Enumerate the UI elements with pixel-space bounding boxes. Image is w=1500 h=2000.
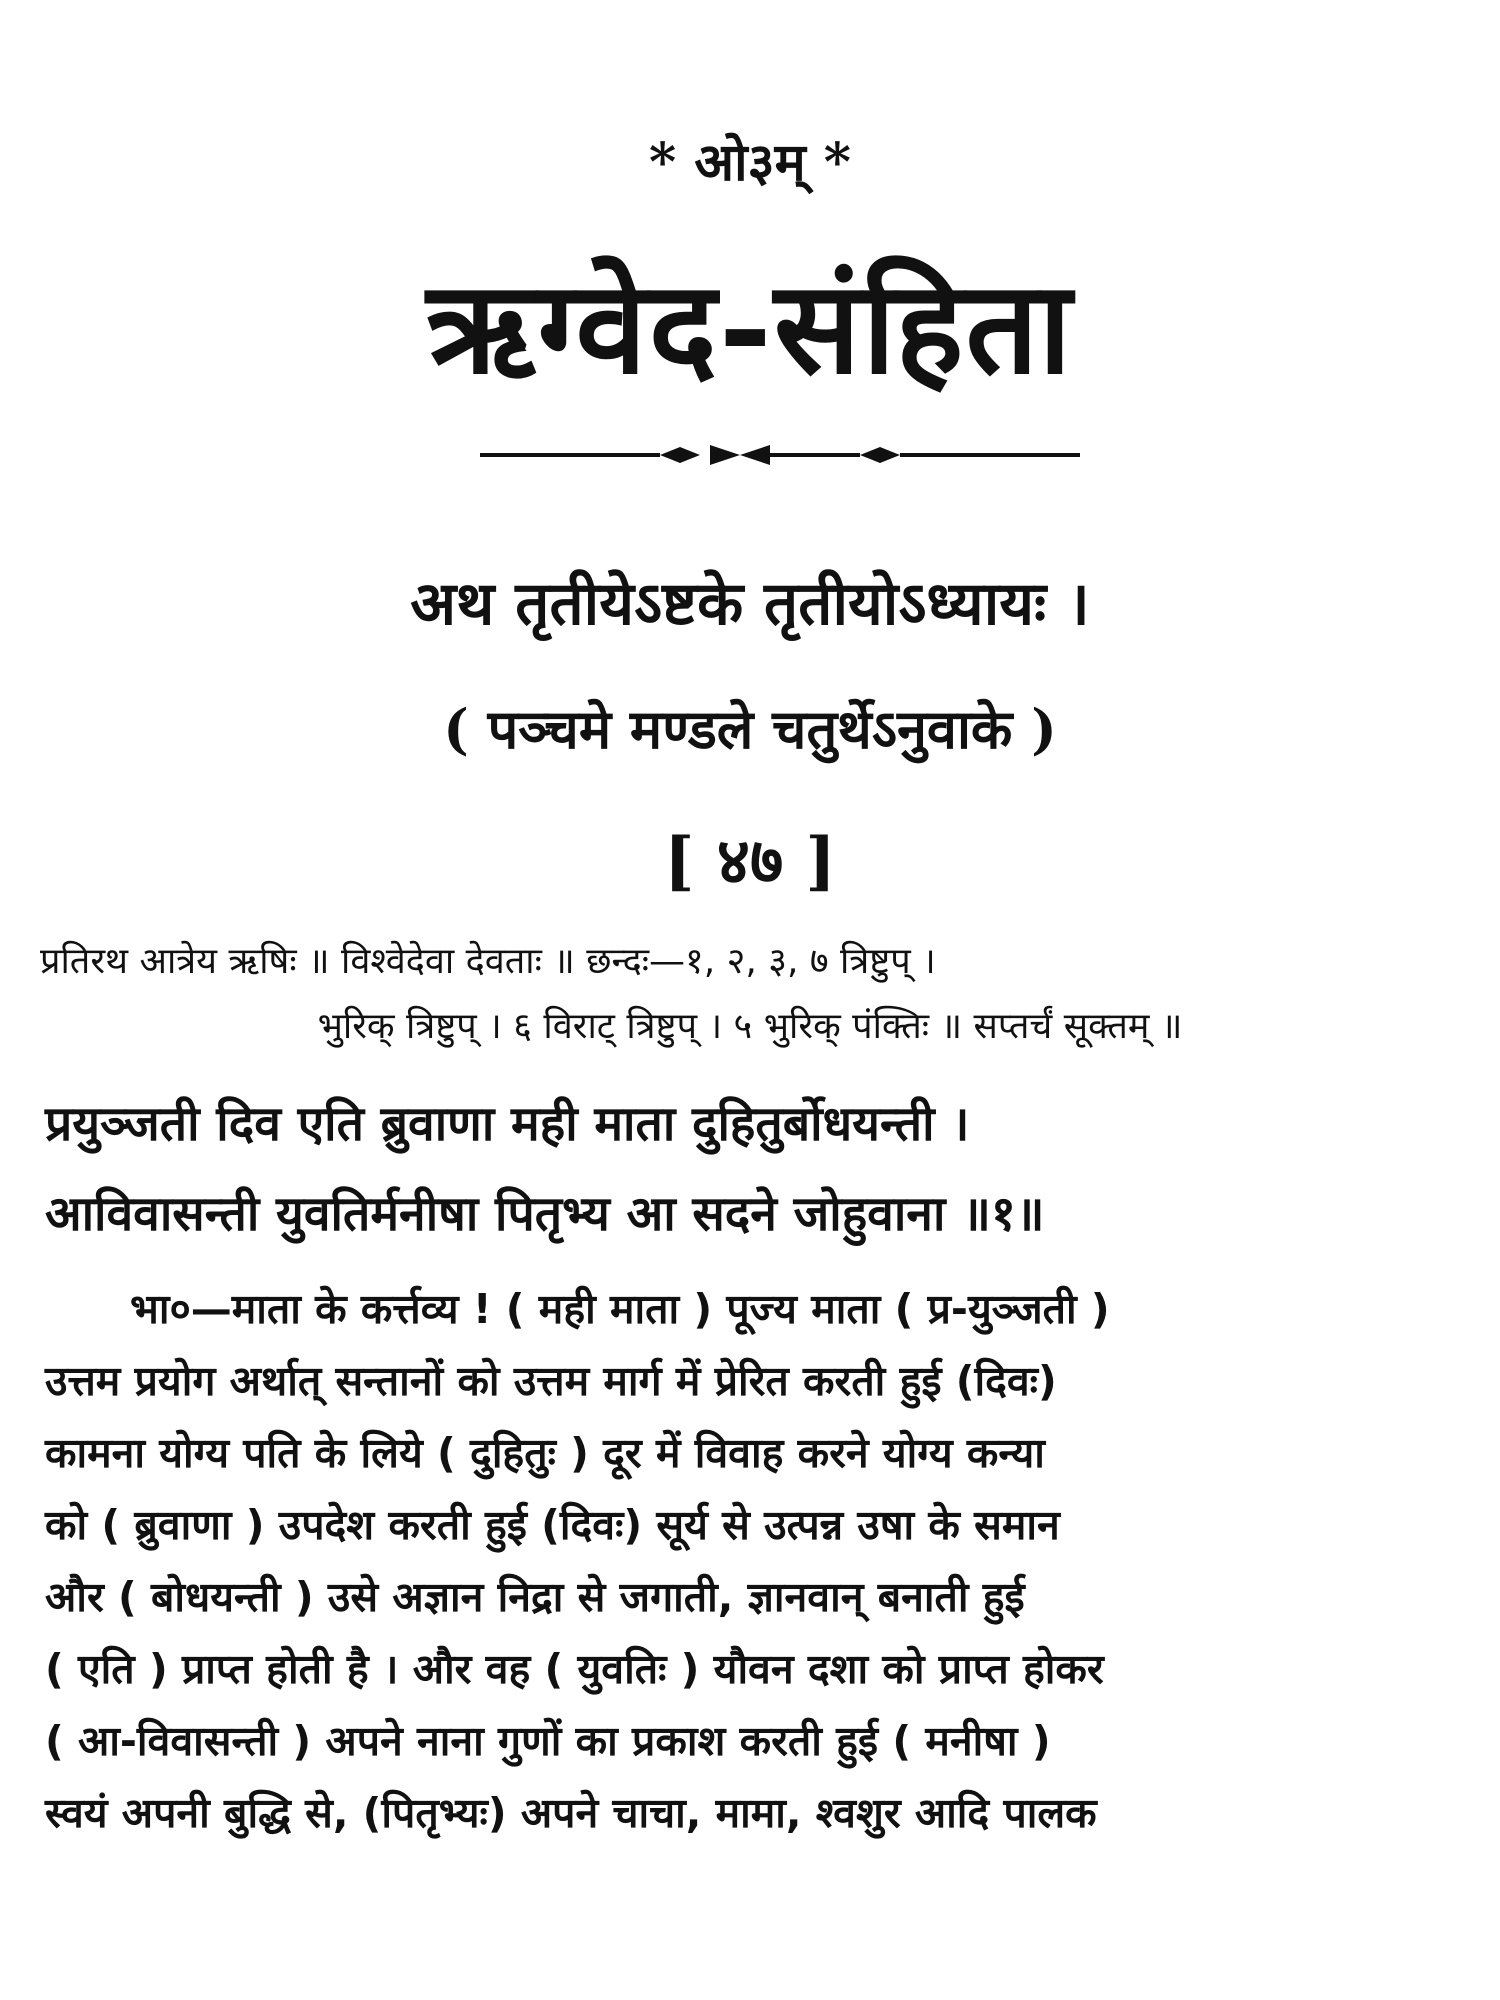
commentary-line: ( एति ) प्राप्त होती है । और वह ( युवतिः ) यौवन दशा को प्राप्त होकर <box>45 1645 1104 1693</box>
verse-line: प्रयुञ्जती दिव एति ब्रुवाणा मही माता दुहितुर्बोधयन्ती । <box>45 1096 970 1152</box>
commentary-line: ( आ-विवासन्ती ) अपने नाना गुणों का प्रकाश करती हुई ( मनीषा ) <box>45 1717 1051 1765</box>
verse-line: आविवासन्ती युवतिर्मनीषा पितृभ्य आ सदने जोहुवाना ॥१॥ <box>45 1186 1045 1242</box>
sukta-number: [ ४७ ] <box>664 824 836 899</box>
commentary-line: को ( ब्रुवाणा ) उपदेश करती हुई (दिवः) सूर्य से उत्पन्न उषा के समान <box>45 1501 1060 1549</box>
om-invocation: * ओ३म् * <box>649 132 851 193</box>
sukta-meta-line: प्रतिरथ आत्रेय ऋषिः ॥ विश्वेदेवा देवताः ॥ छन्दः—१, २, ३, ७ त्रिष्टुप् । <box>40 941 936 982</box>
chapter-subheading: ( पञ्चमे मण्डले चतुर्थेऽनुवाके ) <box>443 697 1057 761</box>
ornament-divider <box>480 435 1080 475</box>
commentary-line: कामना योग्य पति के लिये ( दुहितुः ) दूर में विवाह करने योग्य कन्या <box>45 1429 1045 1477</box>
book-title: ऋग्वेद-संहिता <box>426 253 1074 403</box>
commentary-line: भा०—माता के कर्त्तव्य ! ( मही माता ) पूज्य माता ( प्र-युञ्जती ) <box>130 1285 1110 1333</box>
sukta-meta-line: भुरिक् त्रिष्टुप् । ६ विराट् त्रिष्टुप् । ५ भुरिक् पंक्तिः ॥ सप्तर्चं सूक्तम् ॥ <box>317 1006 1183 1047</box>
chapter-heading: अथ तृतीयेऽष्टके तृतीयोऽध्यायः । <box>410 569 1090 639</box>
commentary-line: उत्तम प्रयोग अर्थात् सन्तानों को उत्तम मार्ग में प्रेरित करती हुई (दिवः) <box>45 1357 1057 1405</box>
commentary-line: स्वयं अपनी बुद्धि से, (पितृभ्यः) अपने चाचा, मामा, श्वशुर आदि पालक <box>45 1789 1097 1837</box>
commentary-line: और ( बोधयन्ती ) उसे अज्ञान निद्रा से जगाती, ज्ञानवान् बनाती हुई <box>45 1573 1025 1621</box>
